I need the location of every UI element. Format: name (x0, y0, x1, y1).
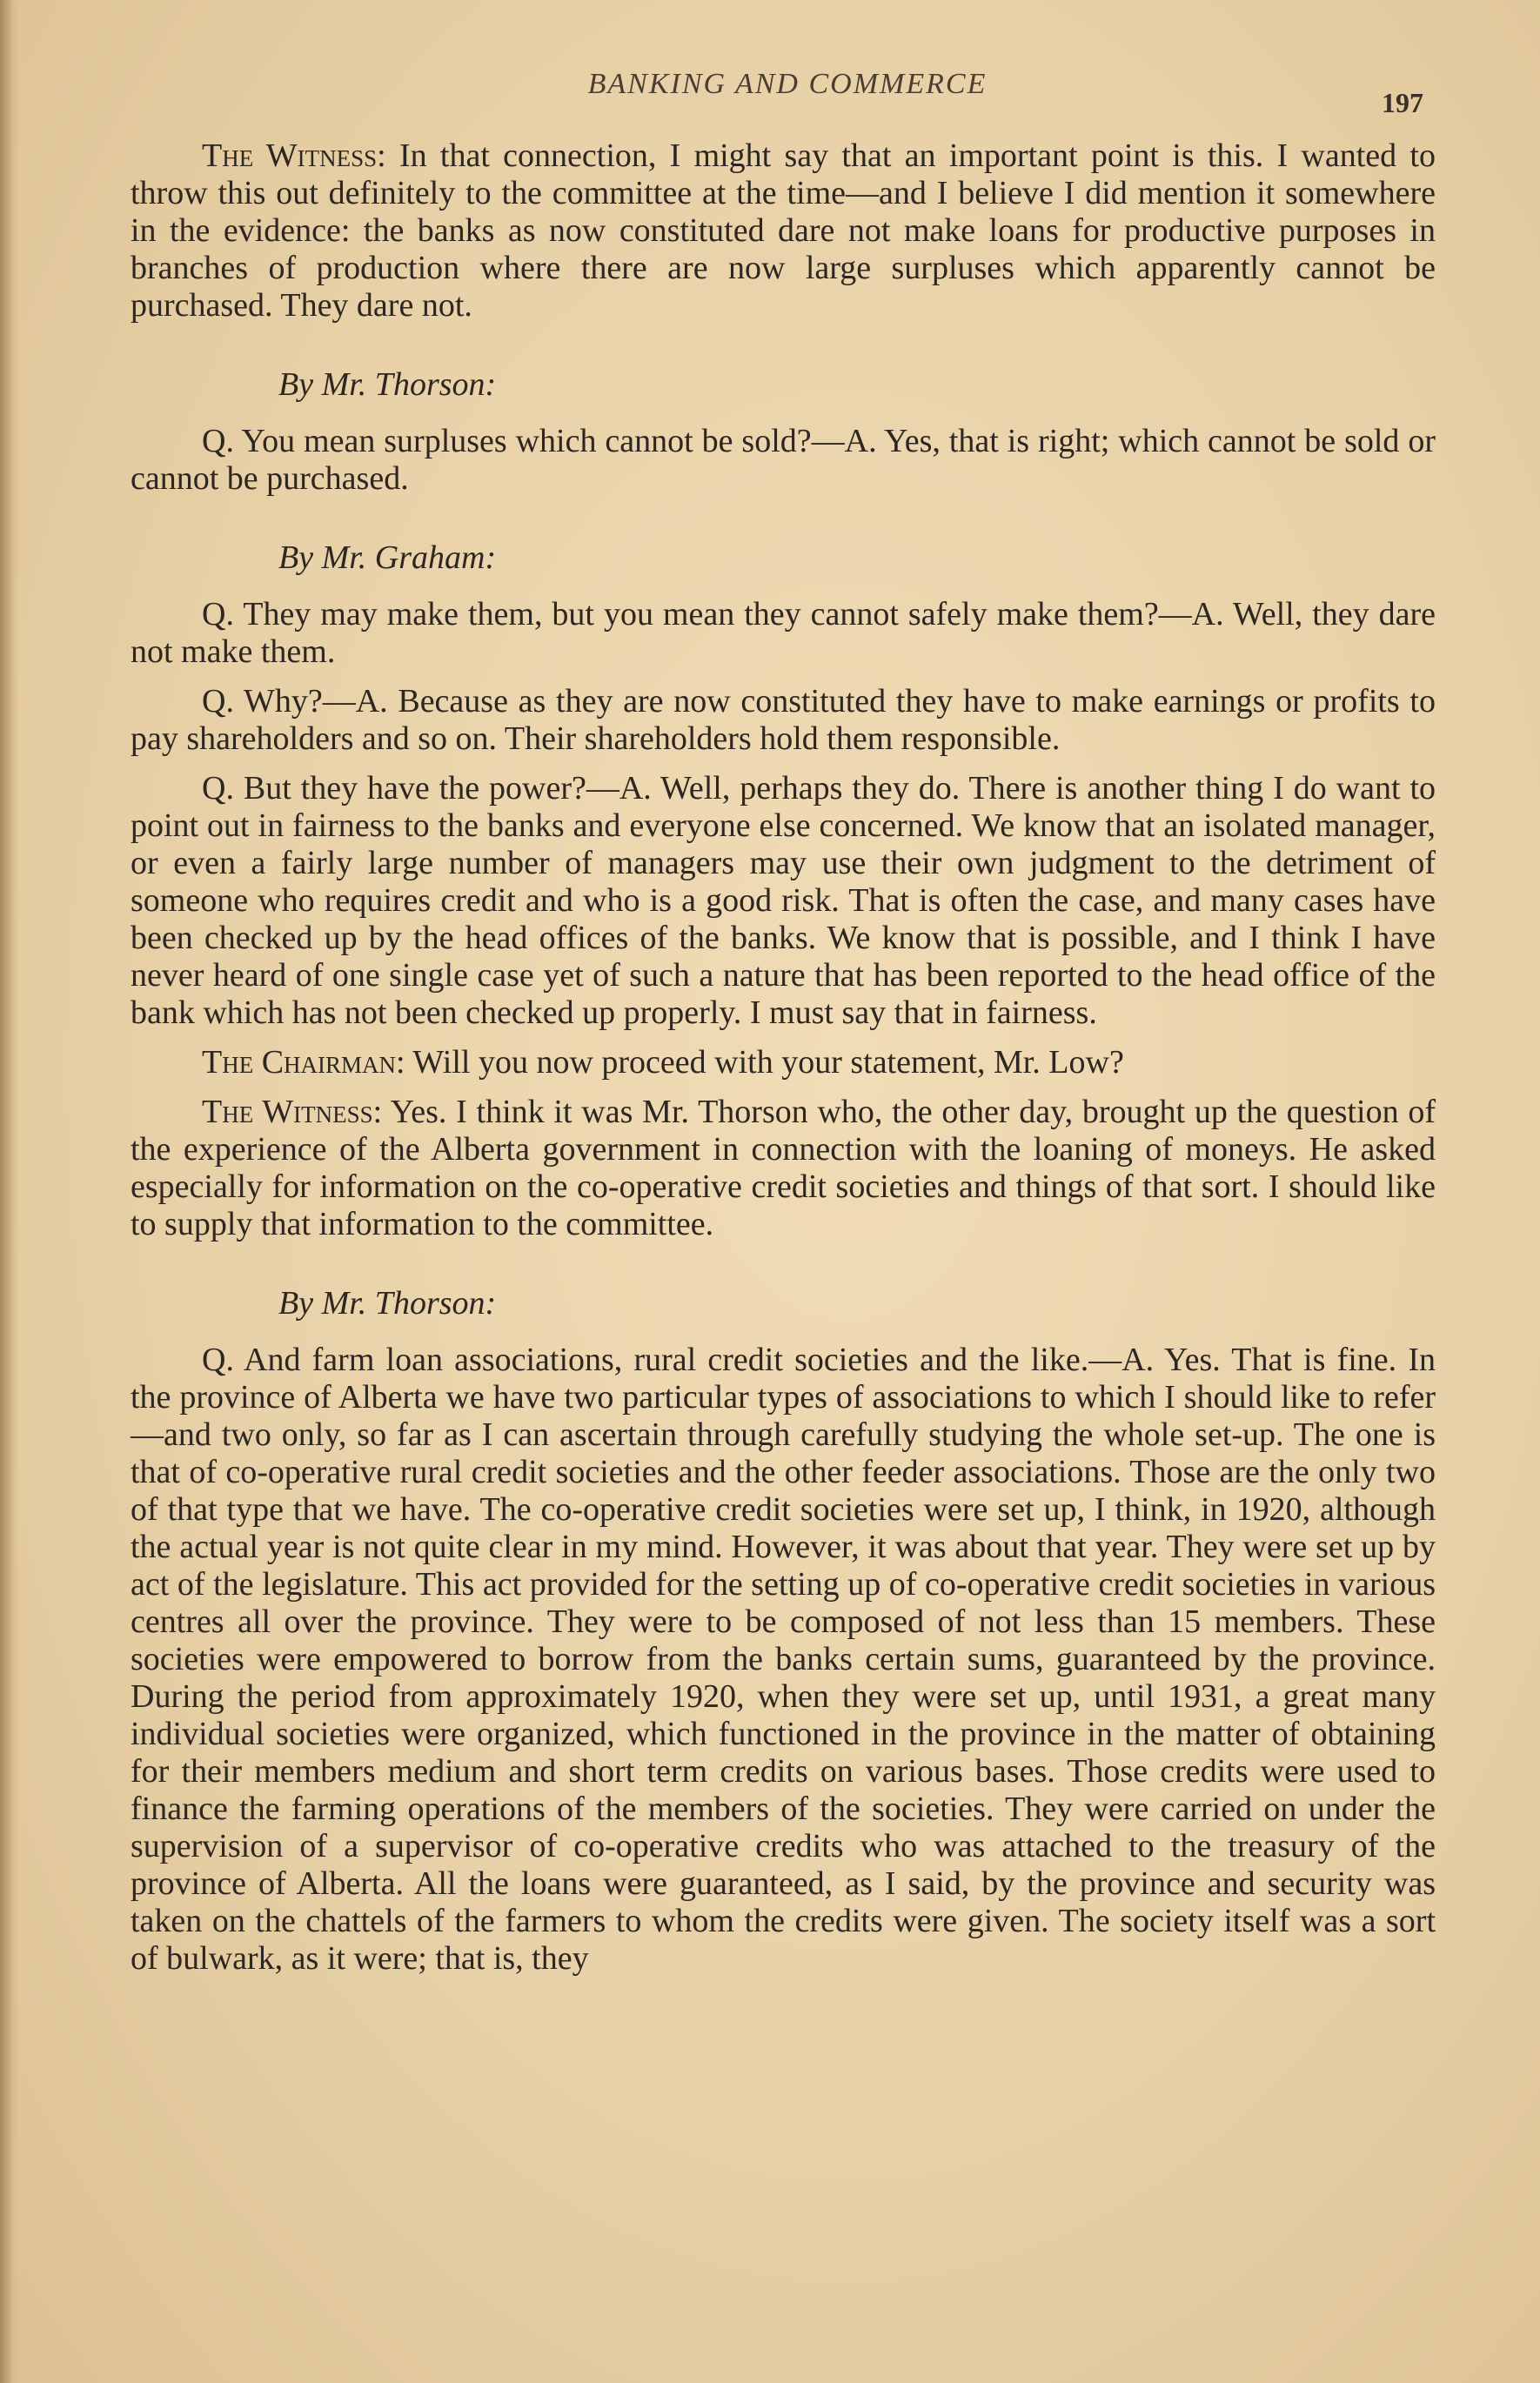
paragraph-chairman (131, 1044, 1436, 1081)
running-title (0, 68, 1540, 101)
paragraph-qa-1: Q. You mean surpluses which cannot be sold?—A. Yes, that is right; which cannot be sold or cannot be purchased. (131, 423, 1436, 497)
examiner-heading: By Mr. Thorson: (278, 366, 497, 403)
page-number: 197 (1382, 87, 1423, 118)
paragraph-qa-4: Q. But they have the power?—A. Well, perhaps they do. There is another thing I do want to point out in fairness to the banks and everyone else concerned. We know that an isolated manager, or even a fairly large number of managers may use their own judgment to the detriment of someone who requires credit and who is a good risk. That is often the case, and many cases have been checked up by the head offices of the banks. We know that is possible, and I think I have never heard of one single case yet of such a nature that has been reported to the head office of the bank which has not been checked up properly. I must say that in fairness. (131, 770, 1436, 1031)
paragraph-qa-3: Q. Why?—A. Because as they are now constituted they have to make earnings or profits to pay shareholders and so on. Their shareholders hold them responsible. (131, 683, 1436, 757)
paragraph-text: Yes. I think it was Mr. Thorson who, the other day, brought up the question of the experience of the Alberta government in connection with the loaning of moneys. He asked especially for information on the co-operative credit societies and things of that sort. I should like to supply that information to the committee. (131, 1094, 1436, 1242)
examiner-heading: By Mr. Thorson: (278, 1285, 497, 1322)
speaker-label: The Witness: (202, 1094, 383, 1130)
paragraph-text: Will you now proceed with your statement, Mr. Low? (405, 1044, 1124, 1081)
binding-gutter (0, 0, 19, 2383)
paragraph-qa-5: Q. And farm loan associations, rural credit societies and the like.—A. Yes. That is fine. In the province of Alberta we have two particular types of associations to which I should like to refer—and two only, so far as I can ascertain through carefully studying the whole set-up. The one is that of co-operative rural credit societies and the other feeder associations. Those are the only two of that type that we have. The co-operative credit societies were set up, I think, in 1920, although the actual year is not quite clear in my mind. However, it was about that year. They were set up by act of the legislature. This act provided for the setting up of co-operative credit societies in various centres all over the province. They were to be composed of not less than 15 members. These societies were empowered to borrow from the banks certain sums, guaranteed by the province. During the period from approximately 1920, when they were set up, until 1931, a great many individual societies were organized, which functioned in the province in the matter of obtaining for their members medium and short term credits on various bases. Those credits were used to finance the farming operations of the members of the societies. They were carried on under the supervision of a supervisor of co-operative credits who was attached to the treasury of the province of Alberta. All the loans were guaranteed, as I said, by the province and security was taken on the chattels of the farmers to whom the credits were given. The society itself was a sort of bulwark, as it were; that is, they (131, 1342, 1436, 1977)
speaker-label: The Chairman: (202, 1044, 405, 1081)
paragraph-text: In that connection, I might say that an important point is this. I wanted to throw this out definitely to the committee at the time—and I believe I did mention it somewhere in the evidence: the banks as now constituted dare not make loans for productive purposes in branches of production where there are now large surpluses which apparently cannot be purchased. They dare not. (131, 137, 1436, 324)
body-text (131, 137, 1436, 1990)
examiner-heading: By Mr. Graham: (278, 539, 497, 576)
paragraph-witness-2 (131, 1094, 1436, 1243)
paragraph-witness-1 (131, 137, 1436, 325)
running-title-text: BANKING AND COMMERCE (587, 68, 988, 100)
paragraph-qa-2: Q. They may make them, but you mean they cannot safely make them?—A. Well, they dare not make them. (131, 596, 1436, 670)
speaker-label: The Witness: (202, 137, 386, 174)
